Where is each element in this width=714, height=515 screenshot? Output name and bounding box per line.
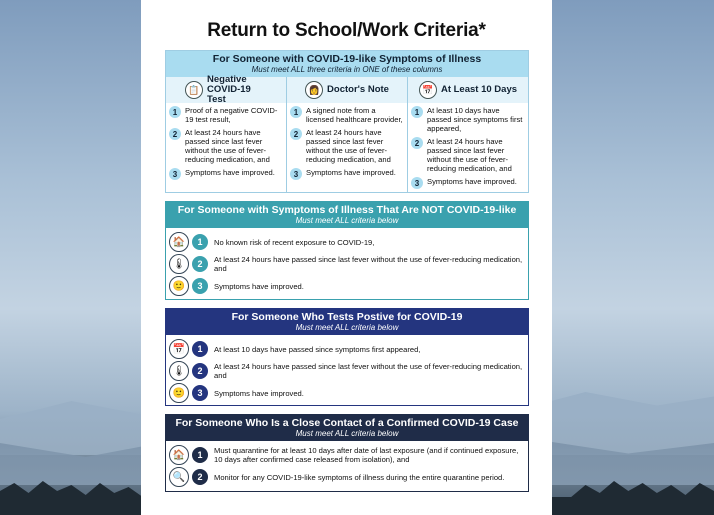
item-text: At least 24 hours have passed since last fever without the use of fever-reducing medication, and bbox=[214, 255, 523, 273]
criteria-row bbox=[166, 338, 528, 360]
number-badge: 2 bbox=[290, 128, 302, 140]
item-text: At least 24 hours have passed since last fever without the use of fever-reducing medication, and bbox=[185, 128, 270, 164]
number-badge: 2 bbox=[411, 137, 423, 149]
number-badge: 3 bbox=[290, 168, 302, 180]
criteria-row bbox=[166, 275, 528, 297]
item-text: At least 10 days have passed since symptoms first appeared, bbox=[214, 344, 421, 354]
number-badge: 3 bbox=[192, 278, 208, 294]
flyer bbox=[141, 0, 552, 515]
number-badge: 3 bbox=[192, 385, 208, 401]
list-item bbox=[411, 137, 525, 173]
section-title: For Someone with COVID-19-like Symptoms of Illness bbox=[212, 53, 482, 65]
house-icon: 🏠 bbox=[169, 232, 189, 252]
item-text: At least 10 days have passed since symptoms first appeared, bbox=[427, 106, 523, 133]
column-doctors-note bbox=[286, 77, 407, 193]
item-text: At least 24 hours have passed since last fever without the use of fever-reducing medication, and bbox=[214, 362, 523, 380]
thermometer-icon: 🌡 bbox=[169, 361, 189, 381]
list-item bbox=[169, 106, 283, 124]
list-item bbox=[169, 128, 283, 164]
section-covid-like-symptoms bbox=[165, 50, 529, 193]
criteria-row bbox=[166, 382, 528, 404]
section-subtitle: Must meet ALL criteria below bbox=[295, 429, 399, 438]
page-title: Return to School/Work Criteria* bbox=[207, 20, 486, 41]
item-text: Must quarantine for at least 10 days after date of last exposure (and if continued exposure, 10 days after confirmed case released from isolation), and bbox=[214, 446, 519, 464]
number-badge: 2 bbox=[192, 469, 208, 485]
section-subtitle: Must meet ALL three criteria in ONE of these columns bbox=[251, 65, 443, 74]
criteria-row bbox=[166, 444, 528, 466]
section-header bbox=[166, 309, 528, 335]
calendar-icon: 📅 bbox=[169, 339, 189, 359]
section-subtitle: Must meet ALL criteria below bbox=[295, 216, 399, 225]
item-text: Proof of a negative COVID-19 test result, bbox=[185, 106, 278, 124]
number-badge: 2 bbox=[192, 363, 208, 379]
column-heading: At Least 10 Days bbox=[440, 84, 518, 95]
criteria-row bbox=[166, 231, 528, 253]
criteria-row bbox=[166, 360, 528, 382]
thermometer-icon: 🌡 bbox=[169, 254, 189, 274]
section-close-contact bbox=[165, 414, 529, 492]
list-item bbox=[290, 128, 404, 164]
list-item bbox=[411, 177, 525, 189]
section-title: For Someone Who Tests Postive for COVID-19 bbox=[231, 311, 463, 323]
number-badge: 1 bbox=[169, 106, 181, 118]
column-heading: Doctor's Note bbox=[327, 84, 389, 95]
clipboard-icon: 📋 bbox=[185, 81, 203, 99]
criteria-row bbox=[166, 253, 528, 275]
doctor-icon: 👩 bbox=[305, 81, 323, 99]
number-badge: 1 bbox=[411, 106, 423, 118]
number-badge: 1 bbox=[290, 106, 302, 118]
item-text: Monitor for any COVID-19-like symptoms of illness during the entire quarantine period. bbox=[214, 472, 505, 482]
section-header bbox=[166, 202, 528, 228]
magnifier-icon: 🔍 bbox=[169, 467, 189, 487]
number-badge: 3 bbox=[169, 168, 181, 180]
number-badge: 3 bbox=[411, 177, 423, 189]
item-text: A signed note from a licensed healthcare provider, bbox=[306, 106, 403, 124]
list-item bbox=[411, 106, 525, 133]
column-ten-days bbox=[407, 77, 528, 193]
number-badge: 2 bbox=[192, 256, 208, 272]
smiley-icon: 🙂 bbox=[169, 276, 189, 296]
column-heading: Negative COVID-19 Test bbox=[207, 74, 251, 105]
criteria-row bbox=[166, 466, 528, 488]
list-item bbox=[169, 168, 283, 180]
number-badge: 2 bbox=[169, 128, 181, 140]
list-item bbox=[290, 106, 404, 124]
number-badge: 1 bbox=[192, 234, 208, 250]
item-text: At least 24 hours have passed since last fever without the use of fever-reducing medication, and bbox=[306, 128, 391, 164]
item-text: At least 24 hours have passed since last fever without the use of fever-reducing medication, and bbox=[427, 137, 512, 173]
smiley-icon: 🙂 bbox=[169, 383, 189, 403]
number-badge: 1 bbox=[192, 447, 208, 463]
item-text: Symptoms have improved. bbox=[306, 168, 396, 177]
section-title: For Someone with Symptoms of Illness That Are NOT COVID-19-like bbox=[177, 204, 517, 216]
section-subtitle: Must meet ALL criteria below bbox=[295, 323, 399, 332]
section-header bbox=[166, 415, 528, 441]
calendar-icon: 📅 bbox=[419, 81, 437, 99]
column-negative-test bbox=[166, 74, 286, 193]
list-item bbox=[290, 168, 404, 180]
item-text: No known risk of recent exposure to COVID-19, bbox=[214, 237, 375, 247]
section-title: For Someone Who Is a Close Contact of a Confirmed COVID-19 Case bbox=[175, 417, 519, 429]
item-text: Symptoms have improved. bbox=[214, 388, 304, 398]
item-text: Symptoms have improved. bbox=[214, 281, 304, 291]
number-badge: 1 bbox=[192, 341, 208, 357]
house-icon: 🏠 bbox=[169, 445, 189, 465]
section-non-covid-symptoms bbox=[165, 201, 529, 300]
item-text: Symptoms have improved. bbox=[427, 177, 517, 186]
item-text: Symptoms have improved. bbox=[185, 168, 275, 177]
section-tests-positive bbox=[165, 308, 529, 406]
